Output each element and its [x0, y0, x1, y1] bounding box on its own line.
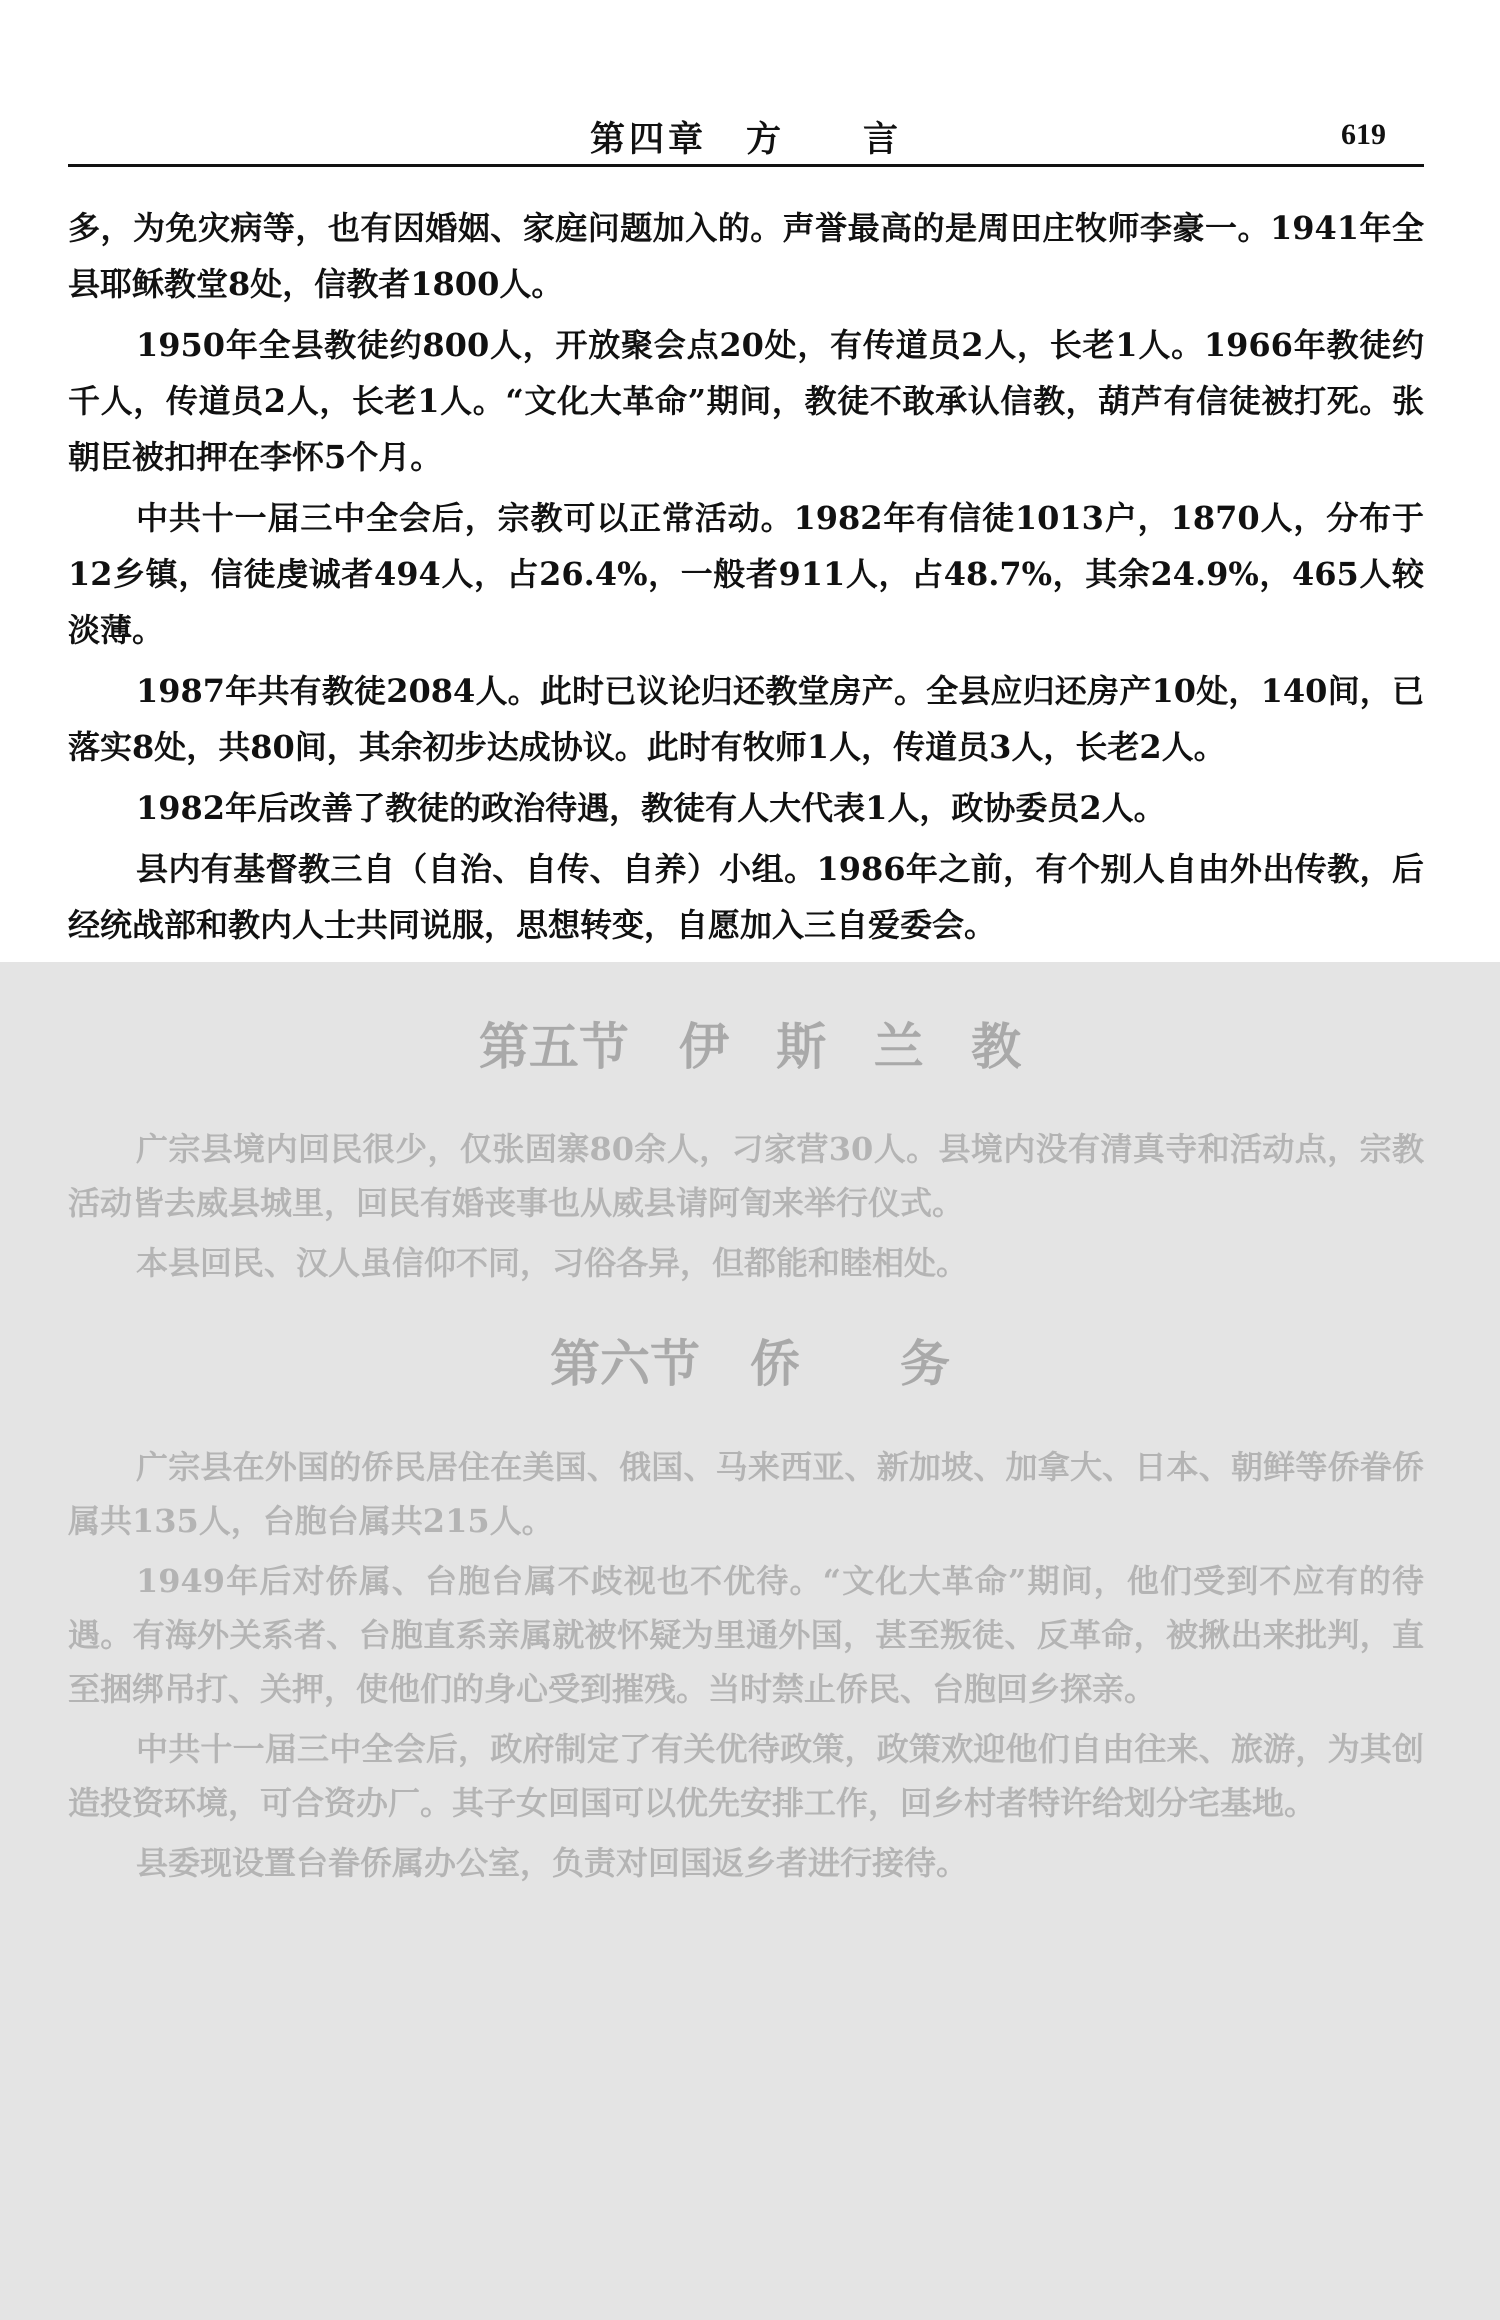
- paragraph: 本县回民、汉人虽信仰不同，习俗各异，但都能和睦相处。: [136, 1244, 969, 1282]
- paragraph: 1950年全县教徒约800人，开放聚会点20处，有传道员2人，长老1人。1966年教徒约千人，传道员2人，长老1人。“文化大革命”期间，教徒不敢承认信教，葫芦有信徒被打死。张朝臣被扣押在李怀5个月。: [68, 326, 1424, 476]
- paragraph: 县委现设置台眷侨属办公室，负责对回国返乡者进行接待。: [136, 1844, 969, 1882]
- paragraph: 1982年后改善了教徒的政治待遇，教徒有人大代表1人，政协委员2人。: [136, 789, 1166, 827]
- paragraph: 广宗县在外国的侨民居住在美国、俄国、马来西亚、新加坡、加拿大、日本、朝鲜等侨眷侨属共135人，台胞台属共215人。: [68, 1448, 1424, 1540]
- paragraph: 多，为免灾病等，也有因婚姻、家庭问题加入的。声誉最高的是周田庄牧师李豪一。1941年全县耶稣教堂8处，信教者1800人。: [68, 209, 1424, 303]
- chapter-title: 第四章 方 言: [589, 119, 902, 160]
- paragraph: 中共十一届三中全会后，政府制定了有关优待政策，政策欢迎他们自由往来、旅游，为其创造投资环境，可合资办厂。其子女回国可以优先安排工作，回乡村者特许给划分宅基地。: [68, 1730, 1424, 1822]
- faded-lower-region: [0, 962, 1500, 2320]
- section-body-overseas-affairs: [68, 1440, 1424, 1896]
- paragraph: 县内有基督教三自（自治、自传、自养）小组。1986年之前，有个别人自由外出传教，后经统战部和教内人士共同说服，思想转变，自愿加入三自爱委会。: [68, 850, 1424, 944]
- running-header: [68, 104, 1424, 167]
- section-title-islam: 第五节 伊 斯 兰 教: [478, 1017, 1022, 1076]
- section-body-islam: [68, 1122, 1424, 1296]
- section-title-overseas-affairs: 第六节 侨 务: [550, 1334, 950, 1393]
- paragraph: 中共十一届三中全会后，宗教可以正常活动。1982年有信徒1013户，1870人，分布于12乡镇，信徒虔诚者494人，占26.4%，一般者911人，占48.7%，其余24.9%，465人较淡薄。: [68, 499, 1424, 649]
- upper-text-block: [68, 200, 1424, 958]
- paragraph: 1987年共有教徒2084人。此时已议论归还教堂房产。全县应归还房产10处，140间，已落实8处，共80间，其余初步达成协议。此时有牧师1人，传道员3人，长老2人。: [68, 672, 1424, 766]
- page-number: 619: [1341, 118, 1386, 151]
- paragraph: 1949年后对侨属、台胞台属不歧视也不优待。“文化大革命”期间，他们受到不应有的待遇。有海外关系者、台胞直系亲属就被怀疑为里通外国，甚至叛徒、反革命，被揪出来批判，直至捆绑吊打、关押，使他们的身心受到摧残。当时禁止侨民、台胞回乡探亲。: [68, 1562, 1424, 1708]
- paragraph: 广宗县境内回民很少，仅张固寨80余人，刁家营30人。县境内没有清真寺和活动点，宗教活动皆去威县城里，回民有婚丧事也从威县请阿訇来举行仪式。: [68, 1130, 1424, 1222]
